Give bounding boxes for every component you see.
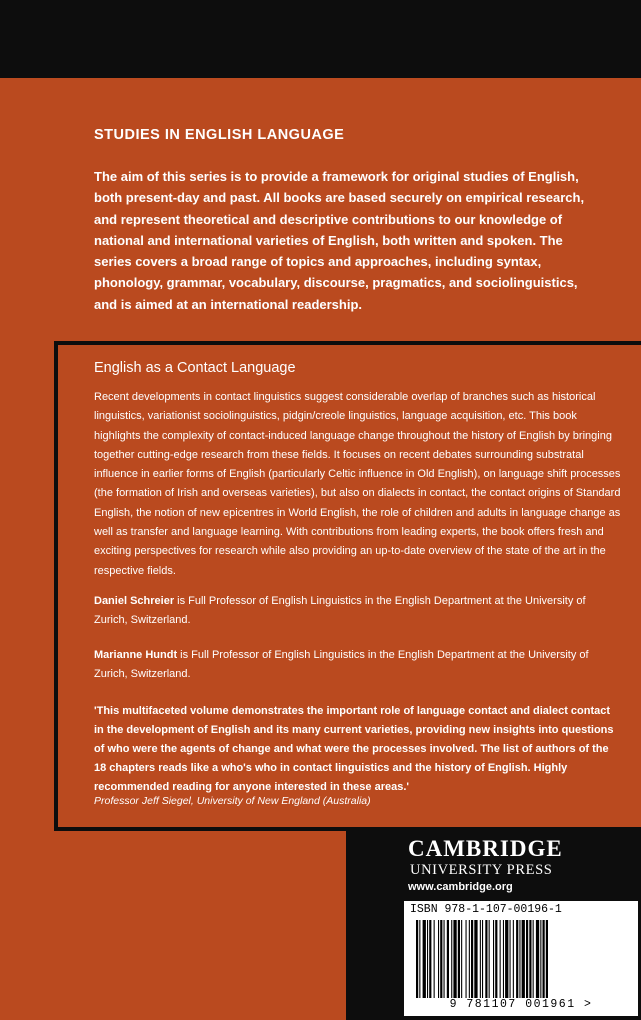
- barcode-bar: [429, 920, 431, 998]
- barcode-bar: [447, 920, 449, 998]
- barcode-bar: [461, 920, 462, 998]
- barcode-bar: [466, 920, 467, 998]
- barcode-bar: [536, 920, 539, 998]
- barcode-bar: [482, 920, 483, 998]
- author-bio-2: [94, 646, 614, 684]
- barcode-bar: [503, 920, 504, 998]
- series-title: STUDIES IN ENGLISH LANGUAGE: [94, 127, 345, 143]
- barcode-bar: [533, 920, 534, 998]
- author-bio-1: [94, 592, 614, 630]
- review-attribution: Professor Jeff Siegel, University of New England (Australia): [94, 795, 371, 807]
- barcode-bar: [522, 920, 525, 998]
- barcode-bar: [493, 920, 494, 998]
- barcode-bar: [423, 920, 426, 998]
- barcode-bar: [471, 920, 473, 998]
- barcode-bar: [419, 920, 420, 998]
- book-title: English as a Contact Language: [94, 360, 296, 376]
- author-name: Daniel Schreier: [94, 595, 175, 607]
- series-description: The aim of this series is to provide a framework for original studies of English, both present-day and past. All books are based securely on empirical research, and represent theoretical and descriptive contributions to our knowledge of national and international varieties of English, both written and spoken. The series covers a broad range of topics and approaches, including syntax, phonology, grammar, vocabulary, discourse, pragmatics, and sociolinguistics, and is aimed at an international readership.: [94, 169, 585, 312]
- barcode-bar: [416, 920, 418, 998]
- author-name: Marianne Hundt: [94, 649, 178, 661]
- barcode-bar: [500, 920, 501, 998]
- review-quote: 'This multifaceted volume demonstrates the important role of language contact and dialect contact in the development of English and its many current varieties, providing new insights into questions of who were the agents of change and what were the processes involved. The list of authors of the 18 chapters reads like a who's who in contact linguistics and the history of English. Highly recommended reading for anyone interested in these areas.': [94, 705, 614, 794]
- barcode-icon: [410, 920, 630, 998]
- barcode-bar: [526, 920, 528, 998]
- barcode-bar: [543, 920, 545, 998]
- barcode-bar: [489, 920, 490, 998]
- barcode-digits: 9 781107 001961 >: [449, 998, 593, 1011]
- barcode-bar: [519, 920, 520, 998]
- barcode-bar: [469, 920, 470, 998]
- barcode-bar: [513, 920, 514, 998]
- barcode-bar: [458, 920, 460, 998]
- barcode-bar: [529, 920, 531, 998]
- isbn-label: ISBN 978-1-107-00196-1: [410, 903, 562, 916]
- barcode-bar: [546, 920, 548, 998]
- barcode-bar: [510, 920, 511, 998]
- barcode-bar: [444, 920, 445, 998]
- top-black-band: [0, 0, 641, 78]
- barcode-bar: [434, 920, 435, 998]
- barcode-bar: [480, 920, 481, 998]
- barcode-bar: [485, 920, 487, 998]
- barcode-bar: [516, 920, 518, 998]
- barcode-bar: [505, 920, 508, 998]
- author-bio-text: is Full Professor of English Linguistics in the English Department at the University of Zurich, Switzerland.: [94, 649, 589, 680]
- barcode-bar: [495, 920, 497, 998]
- author-bio-text: is Full Professor of English Linguistics in the English Department at the University of Zurich, Switzerland.: [94, 595, 586, 626]
- barcode-bar: [453, 920, 456, 998]
- publisher-logo-name: CAMBRIDGE: [408, 836, 563, 861]
- barcode-bar: [451, 920, 452, 998]
- barcode-bar: [440, 920, 442, 998]
- barcode-bar: [427, 920, 428, 998]
- book-description: Recent developments in contact linguistics suggest considerable overlap of branches such as historical linguistics, variationist sociolinguistics, pidgin/creole linguistics, language acquisition, etc. This book highlights the complexity of contact-induced language change throughout the history of English by bringing together cutting-edge research from these fields. It focuses on recent debates surrounding substratal influence in earlier forms of English (particularly Celtic influence in Old English), on language shift processes (the formation of Irish and overseas varieties), but also on dialects in contact, the contact origins of Standard English, the notion of new epicentres in World English, the role of children and adults in language change as well as transfer and language learning. With contributions from leading experts, the book offers fresh and exciting perspectives for research while also providing an up-to-date overview of the state of the art in the respective fields.: [94, 391, 621, 577]
- barcode-bar: [438, 920, 439, 998]
- publisher-logo-subtitle: UNIVERSITY PRESS: [410, 862, 553, 878]
- barcode-bar: [474, 920, 477, 998]
- barcode-bar: [540, 920, 541, 998]
- publisher-website[interactable]: www.cambridge.org: [408, 881, 513, 893]
